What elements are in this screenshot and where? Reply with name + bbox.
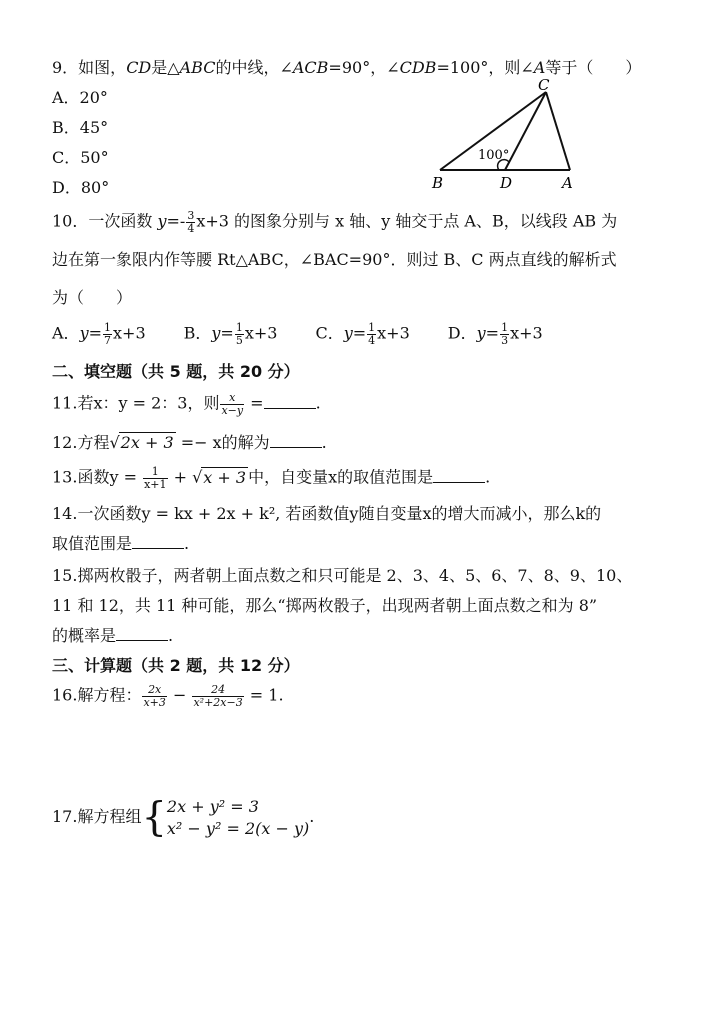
- q10-opt-frac: [500, 322, 509, 346]
- q14-end: .: [184, 534, 190, 553]
- q10-line3: 为（ ）: [52, 288, 133, 307]
- q10-option-b: [184, 322, 278, 346]
- q10-opt-num: 1: [104, 321, 112, 334]
- label-c: C: [538, 78, 550, 94]
- q13: [52, 466, 490, 490]
- q10-opt-tail: x+3: [113, 323, 146, 343]
- q10-frac-num: 3: [187, 209, 195, 222]
- q13-fraction: [143, 466, 167, 490]
- q15-line2: 11 和 12，共 11 种可能，那么“掷两枚骰子，出现两者朝上面点数之和为 8”: [52, 596, 598, 615]
- q9-text-d: =90°，∠: [328, 58, 400, 77]
- q13-num: 1: [151, 465, 159, 478]
- sqrt-icon: √: [192, 467, 203, 487]
- q16-den-1: x+3: [143, 695, 166, 709]
- q16-num-2: 24: [211, 683, 226, 696]
- q17: [52, 796, 314, 839]
- q12: [52, 432, 327, 452]
- q9-a: A: [533, 58, 546, 77]
- side-ca: [546, 92, 570, 170]
- q14-text: 取值范围是: [52, 534, 133, 553]
- q12-mid: =− x的解为: [175, 433, 270, 452]
- q17-end: .: [309, 807, 315, 827]
- q9-option-b: B．45°: [52, 118, 109, 137]
- q11-end: .: [315, 393, 321, 413]
- q14-answer-blank[interactable]: [132, 534, 184, 549]
- q10-opt-den: 5: [235, 333, 243, 347]
- q10-eq: =-: [166, 211, 186, 231]
- q10-opt-y: y=: [343, 323, 367, 343]
- q13-pre: 13.函数y =: [52, 467, 143, 487]
- q10-opt-frac: [235, 322, 244, 346]
- q17-system: [167, 796, 309, 839]
- q16-pre: 16.解方程：: [52, 685, 142, 705]
- q9-option-d: D．80°: [52, 178, 110, 197]
- section-2-heading: 二、填空题（共 5 题，共 20 分）: [52, 362, 300, 381]
- q10-text-b: 的图象分别与 x 轴、y 轴交于点 A、B，以线段 AB 为: [228, 211, 618, 231]
- label-b: B: [432, 174, 444, 190]
- q9-text-c: 的中线，∠: [215, 58, 293, 77]
- q10-opt-frac: [103, 322, 112, 346]
- section-3-heading: 三、计算题（共 2 题，共 12 分）: [52, 656, 300, 675]
- q9-option-c: C．50°: [52, 148, 109, 167]
- q10-opt-y: y=: [211, 323, 234, 343]
- q13-radicand: x + 3: [203, 467, 247, 487]
- q10-opt-num: 1: [235, 321, 243, 334]
- q10-opt-den: 7: [104, 333, 112, 347]
- q10-opt-label: B．: [183, 323, 212, 343]
- q11-pre: 11.若x：y = 2：3，则: [52, 393, 220, 413]
- angle-label: 100°: [478, 148, 510, 163]
- q12-end: .: [321, 433, 327, 452]
- q9-text-a: 9．如图，: [52, 58, 127, 77]
- q9-text-e: =100°，则∠: [436, 58, 534, 77]
- q9-text-b: 是△: [151, 58, 180, 77]
- q11-num: x: [229, 391, 236, 404]
- q10-frac-den: 4: [187, 221, 195, 235]
- q10-line2: 边在第一象限内作等腰 Rt△ABC，∠BAC=90°．则过 B、C 两点直线的解析式: [52, 250, 617, 269]
- q15-line3: [52, 626, 173, 645]
- q10-opt-den: 4: [368, 333, 376, 347]
- q12-radicand: 2x + 3: [120, 433, 174, 452]
- q16-num-1: 2x: [148, 683, 162, 696]
- q9-option-a: A．20°: [52, 88, 108, 107]
- q16: [52, 684, 284, 708]
- q10-opt-tail: x+3: [377, 323, 410, 343]
- median-cd: [505, 92, 546, 170]
- q10-option-d: [448, 322, 543, 346]
- q10-opt-tail: x+3: [510, 323, 543, 343]
- q16-minus: −: [167, 685, 192, 705]
- q16-fraction-2: [192, 684, 243, 708]
- q9-cd: CD: [126, 58, 152, 77]
- q10-opt-num: 1: [501, 321, 509, 334]
- q10-opt-label: A．: [52, 323, 80, 343]
- q10-opt-y: y=: [79, 323, 103, 343]
- q17-eq1: 2x + y² = 3: [166, 797, 259, 816]
- label-d: D: [500, 174, 513, 190]
- q16-den-2: x²+2x−3: [193, 695, 243, 709]
- q10-opt-y: y=: [476, 323, 500, 343]
- q13-answer-blank[interactable]: [433, 468, 485, 483]
- q9-text-f: 等于（ ）: [545, 58, 642, 77]
- q17-eq2: x² − y² = 2(x − y): [166, 818, 310, 838]
- q12-pre: 12.方程: [52, 433, 110, 452]
- q10-opt-num: 1: [368, 321, 376, 334]
- q15-answer-blank[interactable]: [116, 626, 168, 641]
- q10-line1: [52, 210, 617, 234]
- q10-y: y: [157, 211, 167, 231]
- q14-line2: [52, 534, 189, 553]
- q13-den: x+1: [144, 477, 167, 491]
- q9-stem: [52, 58, 641, 77]
- q10-option-a: [52, 322, 146, 346]
- q11: [52, 392, 321, 416]
- q12-answer-blank[interactable]: [270, 433, 322, 448]
- q10-option-c: [315, 322, 409, 346]
- q14-line1: 14.一次函数y = kx + 2x + k², 若函数值y随自变量x的增大而减小，那么k的: [52, 504, 602, 523]
- q10-opt-label: C．: [315, 323, 344, 343]
- q13-end: .: [485, 467, 491, 487]
- q10-opt-frac: [367, 322, 376, 346]
- q17-pre: 17.解方程组: [52, 807, 142, 827]
- q11-post: =: [245, 393, 264, 413]
- q10-fraction: [186, 210, 195, 234]
- q16-fraction-1: [142, 684, 166, 708]
- left-brace-icon: {: [141, 794, 167, 841]
- sqrt-icon: √: [109, 433, 120, 452]
- q11-answer-blank[interactable]: [264, 394, 316, 409]
- q15-text: 的概率是: [52, 626, 117, 645]
- label-a: A: [562, 174, 573, 190]
- q11-den: x−y: [221, 403, 244, 417]
- q9-acb: ACB: [292, 58, 329, 77]
- q15-end: .: [168, 626, 174, 645]
- q10-opt-den: 3: [501, 333, 509, 347]
- q13-post: 中，自变量x的取值范围是: [248, 467, 434, 487]
- q9-cdb: CDB: [399, 58, 437, 77]
- q9-triangle-figure: [420, 78, 590, 190]
- q15-line1: 15.掷两枚骰子，两者朝上面点数之和只可能是 2、3、4、5、6、7、8、9、10、: [52, 566, 633, 585]
- q10-text-a: 10．一次函数: [52, 211, 158, 231]
- q13-mid: +: [168, 467, 193, 487]
- q9-abc: ABC: [179, 58, 216, 77]
- q10-opt-label: D．: [447, 323, 477, 343]
- q10-opt-tail: x+3: [244, 323, 278, 343]
- q10-x3: x+3: [196, 211, 229, 231]
- q10-options: [52, 322, 543, 346]
- q16-post: = 1.: [244, 685, 284, 705]
- q11-fraction: [220, 392, 244, 416]
